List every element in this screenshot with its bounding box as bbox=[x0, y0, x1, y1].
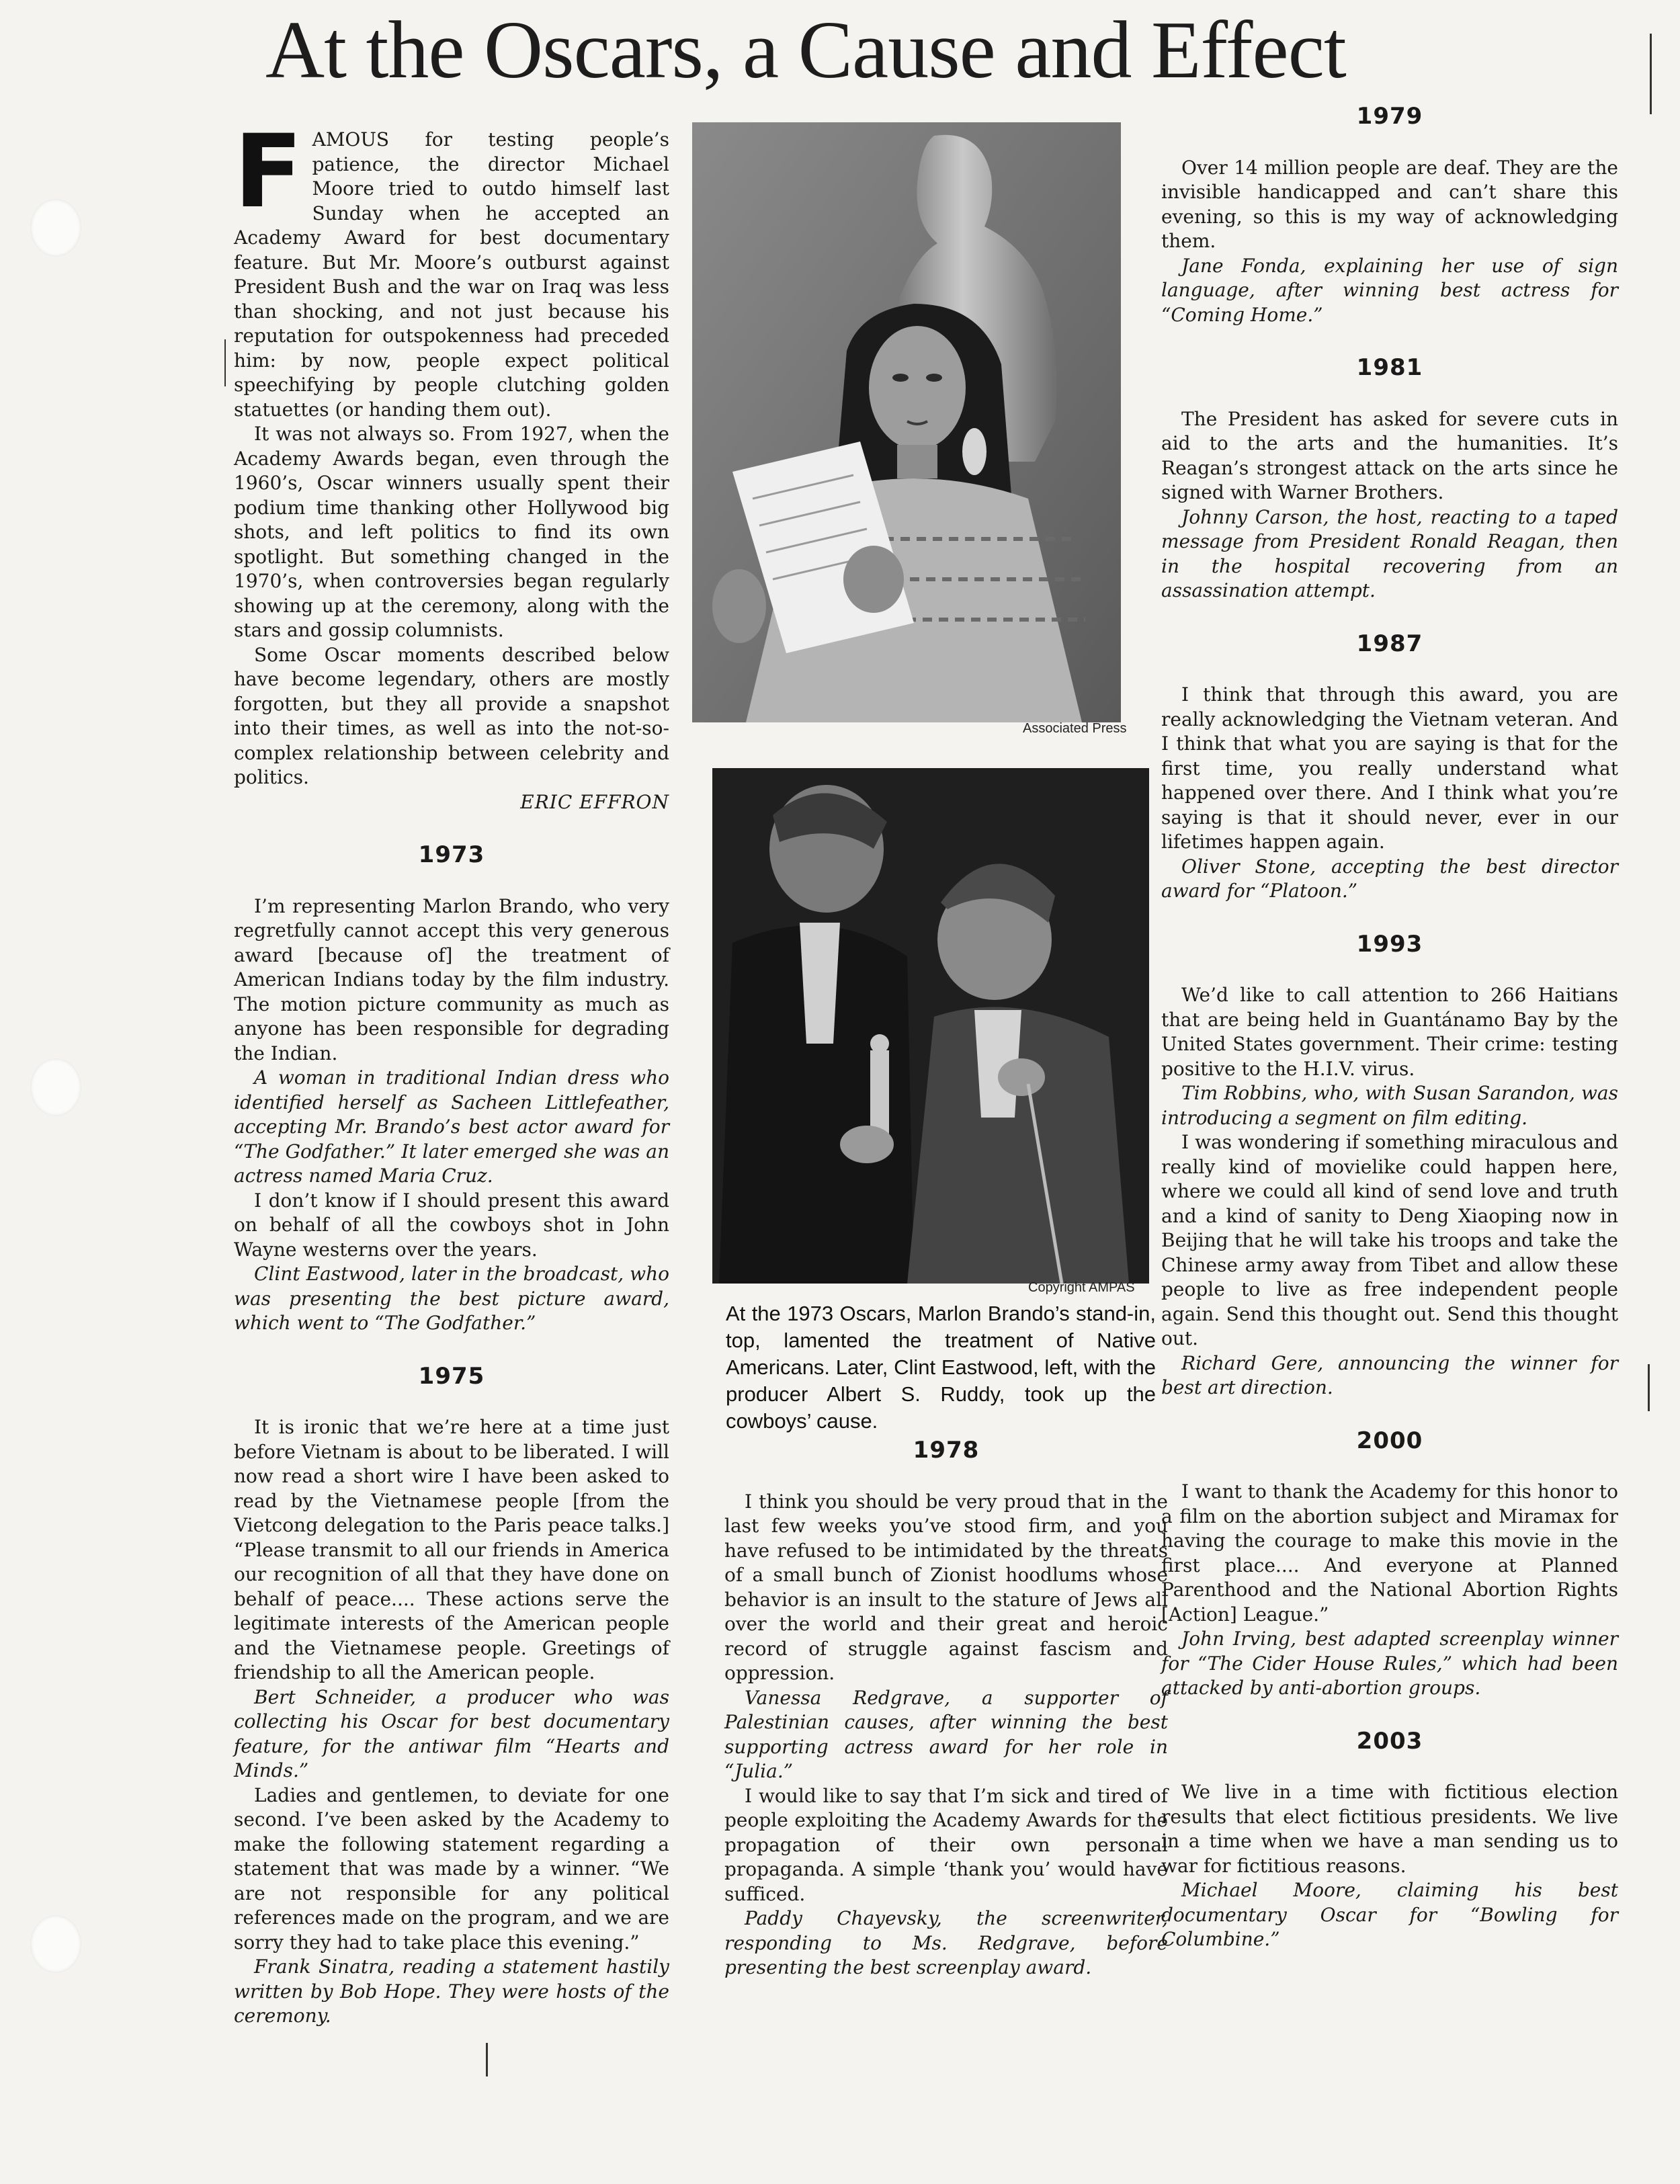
quote-attribution: Clint Eastwood, later in the broadcast, who was presenting the best picture award, which went to “The Godfather.” bbox=[234, 1263, 669, 1334]
binder-hole-middle bbox=[30, 1058, 81, 1116]
year-heading-1981: 1981 bbox=[1356, 354, 1423, 381]
year-heading-1973: 1973 bbox=[418, 841, 485, 868]
quote-attribution: Paddy Chayevsky, the screenwriter, responding to Ms. Redgrave, before presenting the best screenplay award. bbox=[724, 1907, 1168, 1978]
quote: Over 14 million people are deaf. They are the invisible handicapped and can’t share this evening, so this is my way of acknowledging them. bbox=[1161, 156, 1618, 252]
quote-attribution: A woman in traditional Indian dress who identified herself as Sacheen Littlefeather, accepting Mr. Brando’s best actor award for “The Godfather.” It later emerged she was an actress named Maria Cruz. bbox=[234, 1066, 669, 1187]
year-heading-1993: 1993 bbox=[1356, 930, 1423, 958]
quote: We live in a time with fictitious election results that elect fictitious presidents. We live in a time when we have a man sending us to war for fictitious reasons. bbox=[1161, 1781, 1618, 1877]
quote: I’m representing Marlon Brando, who very regretfully cannot accept this very generous award [because of] the treatment of American Indians today by the film industry. The motion picture community as much as anyone has been responsible for degrading the Indian. bbox=[234, 894, 669, 1064]
year-heading-1979: 1979 bbox=[1356, 103, 1423, 130]
photo-credit: Copyright AMPAS bbox=[1028, 1280, 1135, 1295]
quote: I think that through this award, you are really acknowledging the Vietnam veteran. And I think that what you are saying is that for the first time, you really understand what happened over there. And I think what you’re saying is that it should never, ever in our lifetimes happen again. bbox=[1161, 683, 1618, 853]
quote-attribution: Bert Schneider, a producer who was collecting his Oscar for best documentary feature, for the antiwar film “Hearts and Minds.” bbox=[234, 1685, 669, 1781]
article-intro bbox=[234, 114, 669, 814]
scan-edge-mark bbox=[1648, 1364, 1650, 1411]
author-byline: ERIC EFFRON bbox=[520, 790, 669, 813]
oscar-statuette bbox=[870, 1050, 889, 1138]
quote-attribution: Vanessa Redgrave, a supporter of Palestinian causes, after winning the best supporting actress award for her role in “Julia.” bbox=[724, 1686, 1168, 1782]
photo-credit: Associated Press bbox=[1023, 721, 1127, 736]
photo-illustration bbox=[712, 768, 1149, 1284]
quote-attribution: Tim Robbins, who, with Susan Sarandon, was introducing a segment on film editing. bbox=[1161, 1082, 1618, 1129]
quote-attribution: Johnny Carson, the host, reacting to a taped message from President Ronald Reagan, then in the hospital recovering from an assassination attempt. bbox=[1161, 505, 1618, 601]
quote-attribution: Richard Gere, announcing the winner for best art direction. bbox=[1161, 1351, 1618, 1398]
intro-paragraph: AMOUS for testing people’s patience, the director Michael Moore tried to outdo himself last Sunday when he accepted an Academy Award for best documentary feature. But Mr. Moore’s outburst against President Bush and the war on Iraq was less than shocking, and not just because his reputation for outspokenness had preceded him: by now, people expect political speechifying by people clutching golden statuettes (or handing them out). bbox=[234, 128, 669, 421]
photo-eastwood-ruddy bbox=[712, 768, 1149, 1284]
quote: I want to thank the Academy for this honor to a film on the abortion subject and Miramax for having the courage to make this movie in the first place.... And everyone at Planned Parenthood and the National Abortion Rights [Action] League.” bbox=[1161, 1480, 1619, 1626]
drop-cap: F bbox=[234, 114, 303, 230]
binder-hole-bottom bbox=[30, 1915, 81, 1973]
intro-paragraph: Some Oscar moments described below have become legendary, others are mostly forgotten, but they all provide a snapshot into their times, as well as into the not-so-complex relationship between celebrity and politics. bbox=[234, 643, 669, 788]
page-rule-mark bbox=[486, 2043, 488, 2076]
quote: I think you should be very proud that in the last few weeks you’ve stood firm, and you have refused to be intimidated by the threats of a small bunch of Zionist hoodlums whose behavior is an insult to the stature of Jews all over the world and their great and heroic record of struggle against fascism and oppression. bbox=[724, 1490, 1168, 1684]
quote: It is ironic that we’re here at a time just before Vietnam is about to be liberated. I will now read a short wire I have been asked to read by the Vietnamese people [from the Vietcong delegation to the Paris peace talks.] “Please transmit to all our friends in America our recognition of all that they have done on behalf of peace.... These actions serve the legitimate interests of the American people and the Vietnamese people. Greetings of friendship to all the American people. bbox=[234, 1416, 669, 1683]
column-left bbox=[234, 114, 669, 2029]
quote: I was wondering if something miraculous and really kind of movielike could happen here, where we could all kind of send love and truth and a kind of sanity to Deng Xiaoping now in Beijing that he will take his troops and take the Chinese army away from Tibet and allow these people to live as free independent people again. Send this thought out. Send this thought out. bbox=[1161, 1131, 1618, 1349]
year-heading-2000: 2000 bbox=[1356, 1427, 1423, 1454]
quote: I don’t know if I should present this award on behalf of all the cowboys shot in John Wayne westerns over the years. bbox=[234, 1189, 669, 1261]
binder-hole-top bbox=[30, 199, 81, 257]
quote: We’d like to call attention to 266 Haitians that are being held in Guantánamo Bay by the United States government. Their crime: testing positive to the H.I.V. virus. bbox=[1161, 984, 1618, 1080]
column-right bbox=[1161, 104, 1618, 1952]
quote-attribution: John Irving, best adapted screenplay winner for “The Cider House Rules,” which had been attacked by anti-abortion groups. bbox=[1161, 1628, 1618, 1699]
year-heading-2003: 2003 bbox=[1356, 1727, 1423, 1755]
quote-attribution: Frank Sinatra, reading a statement hastily written by Bob Hope. They were hosts of the ceremony. bbox=[234, 1956, 669, 2027]
intro-paragraph: It was not always so. From 1927, when the Academy Awards began, even through the 1960’s, Oscar winners usually spent their podium time thanking other Hollywood big shots, and left politics to find its own spotlight. But something changed in the 1970’s, when controversies began regularly showing up at the ceremony, along with the stars and gossip columnists. bbox=[234, 423, 669, 641]
year-heading-1978: 1978 bbox=[913, 1437, 980, 1464]
photo-sacheen-littlefeather bbox=[692, 122, 1121, 722]
year-heading-1975: 1975 bbox=[418, 1362, 485, 1390]
scan-edge-mark bbox=[1650, 34, 1652, 114]
quote: Ladies and gentlemen, to deviate for one second. I’ve been asked by the Academy to make the following statement regarding a statement that was made by a winner. “We are not responsible for any political references made on the program, and we are sorry they had to take place this evening.” bbox=[234, 1783, 669, 1954]
year-heading-1987: 1987 bbox=[1356, 630, 1423, 657]
photo-illustration bbox=[692, 122, 1121, 722]
column-middle bbox=[724, 1438, 1168, 1980]
article-headline: At the Oscars, a Cause and Effect bbox=[265, 5, 1346, 95]
quote-attribution: Michael Moore, claiming his best documentary Oscar for “Bowling for Columbine.” bbox=[1161, 1879, 1618, 1950]
quote-attribution: Jane Fonda, explaining her use of sign language, after winning best actress for “Coming Home.” bbox=[1161, 254, 1618, 326]
quote: I would like to say that I’m sick and tired of people exploiting the Academy Awards for the propagation of their own personal propaganda. A simple ‘thank you’ would have sufficed. bbox=[724, 1784, 1168, 1905]
quote-attribution: Oliver Stone, accepting the best director award for “Platoon.” bbox=[1161, 855, 1618, 902]
quote: The President has asked for severe cuts in aid to the arts and the humanities. It’s Reagan’s strongest attack on the arts since he signed with Warner Brothers. bbox=[1161, 407, 1618, 503]
photo-caption: At the 1973 Oscars, Marlon Brando’s stand-in, top, lamented the treatment of Native Americans. Later, Clint Eastwood, left, with the producer Albert S. Ruddy, took up the cowboys’ cause. bbox=[726, 1302, 1156, 1433]
column-rule-mark bbox=[224, 339, 226, 386]
